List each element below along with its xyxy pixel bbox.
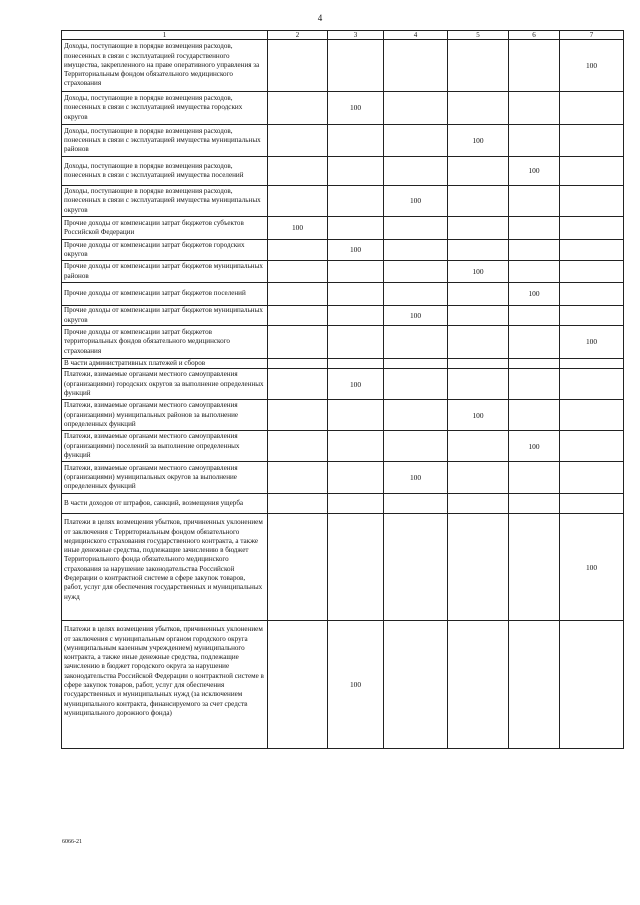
table-row — [62, 621, 624, 749]
empty-cell — [268, 359, 328, 369]
empty-cell — [268, 261, 328, 283]
empty-cell — [268, 157, 328, 186]
empty-cell — [448, 514, 509, 621]
empty-cell — [509, 369, 560, 400]
row-label: Доходы, поступающие в порядке возмещения расходов, понесенных в связи с эксплуатацией государственного имущества, закрепленного на праве оперативного управления за Территориальным фондом обязательного медицинского страхования — [62, 40, 268, 92]
row-value: 100 — [328, 369, 384, 400]
empty-cell — [509, 240, 560, 261]
empty-cell — [268, 494, 328, 514]
row-label: В части доходов от штрафов, санкций, возмещения ущерба — [62, 494, 268, 514]
revenue-distribution-table — [61, 30, 624, 749]
row-label: Прочие доходы от компенсации затрат бюджетов субъектов Российской Федерации — [62, 217, 268, 240]
table-row — [62, 217, 624, 240]
table-row — [62, 125, 624, 157]
row-value: 100 — [560, 40, 624, 92]
table-row — [62, 514, 624, 621]
empty-cell — [448, 359, 509, 369]
empty-cell — [268, 369, 328, 400]
empty-cell — [560, 462, 624, 494]
section-row — [62, 494, 624, 514]
empty-cell — [560, 186, 624, 217]
empty-cell — [448, 186, 509, 217]
empty-cell — [268, 306, 328, 326]
empty-cell — [384, 359, 448, 369]
empty-cell — [560, 306, 624, 326]
column-header: 2 — [268, 31, 328, 40]
column-header: 4 — [384, 31, 448, 40]
empty-cell — [448, 283, 509, 306]
row-value: 100 — [328, 240, 384, 261]
empty-cell — [560, 157, 624, 186]
empty-cell — [509, 359, 560, 369]
column-header: 5 — [448, 31, 509, 40]
empty-cell — [268, 283, 328, 306]
empty-cell — [560, 621, 624, 749]
empty-cell — [509, 462, 560, 494]
empty-cell — [268, 514, 328, 621]
empty-cell — [560, 431, 624, 462]
empty-cell — [509, 261, 560, 283]
empty-cell — [509, 40, 560, 92]
empty-cell — [328, 326, 384, 359]
table-row — [62, 240, 624, 261]
section-row — [62, 359, 624, 369]
empty-cell — [448, 240, 509, 261]
empty-cell — [448, 431, 509, 462]
empty-cell — [384, 369, 448, 400]
row-label: Доходы, поступающие в порядке возмещения расходов, понесенных в связи с эксплуатацией имущества муниципальных районов — [62, 125, 268, 157]
empty-cell — [448, 621, 509, 749]
empty-cell — [268, 240, 328, 261]
empty-cell — [509, 217, 560, 240]
empty-cell — [268, 462, 328, 494]
empty-cell — [448, 494, 509, 514]
column-number-header — [62, 31, 624, 40]
empty-cell — [509, 326, 560, 359]
empty-cell — [384, 621, 448, 749]
empty-cell — [384, 400, 448, 431]
table-row — [62, 400, 624, 431]
row-value: 100 — [509, 283, 560, 306]
empty-cell — [448, 92, 509, 125]
row-label: Платежи в целях возмещения убытков, причиненных уклонением от заключения с муниципальным органом городского округа (муниципальным казенным учреждением) муниципального контракта, а также иные денежные средства, подлежащие зачислению в бюджет городского округа за нарушение законодательства Российской Федерации о контрактной системе в сфере закупок товаров, работ, услуг для обеспечения государственных и муниципальных нужд (за исключением муниципального контракта, финансируемого за счет средств муниципального дорожного фонда) — [62, 621, 268, 749]
empty-cell — [384, 514, 448, 621]
row-label: Прочие доходы от компенсации затрат бюджетов территориальных фондов обязательного медицинского страхования — [62, 326, 268, 359]
table-row — [62, 369, 624, 400]
empty-cell — [268, 186, 328, 217]
empty-cell — [509, 125, 560, 157]
row-value: 100 — [560, 326, 624, 359]
empty-cell — [560, 125, 624, 157]
empty-cell — [560, 400, 624, 431]
empty-cell — [328, 462, 384, 494]
empty-cell — [448, 306, 509, 326]
empty-cell — [384, 261, 448, 283]
row-label: Доходы, поступающие в порядке возмещения расходов, понесенных в связи с эксплуатацией имущества муниципальных округов — [62, 186, 268, 217]
table-row — [62, 92, 624, 125]
table-row — [62, 431, 624, 462]
empty-cell — [509, 92, 560, 125]
document-code: 6066-21 — [62, 839, 82, 845]
empty-cell — [268, 92, 328, 125]
empty-cell — [384, 240, 448, 261]
empty-cell — [268, 431, 328, 462]
empty-cell — [384, 157, 448, 186]
row-label: Платежи в целях возмещения убытков, причиненных уклонением от заключения с Территориальным фондом обязательного медицинского страхования государственного контракта, а также иные денежные средства, подлежащие зачислению в бюджет Территориального фонда обязательного медицинского страхования за нарушение законодательства Российской Федерации о контрактной системе в сфере закупок товаров, работ, услуг для обеспечения государственных и муниципальных нужд — [62, 514, 268, 621]
empty-cell — [384, 92, 448, 125]
row-value: 100 — [328, 92, 384, 125]
empty-cell — [384, 431, 448, 462]
row-value: 100 — [328, 621, 384, 749]
empty-cell — [509, 400, 560, 431]
empty-cell — [328, 261, 384, 283]
empty-cell — [328, 306, 384, 326]
empty-cell — [328, 283, 384, 306]
empty-cell — [560, 240, 624, 261]
empty-cell — [328, 514, 384, 621]
row-value: 100 — [448, 125, 509, 157]
row-label: Платежи, взимаемые органами местного самоуправления (организациями) городских округов за выполнение определенных функций — [62, 369, 268, 400]
row-label: Прочие доходы от компенсации затрат бюджетов городских округов — [62, 240, 268, 261]
table-row — [62, 186, 624, 217]
table-row — [62, 462, 624, 494]
row-label: Прочие доходы от компенсации затрат бюджетов поселений — [62, 283, 268, 306]
table-row — [62, 283, 624, 306]
row-value: 100 — [384, 306, 448, 326]
table-row — [62, 261, 624, 283]
empty-cell — [328, 40, 384, 92]
empty-cell — [560, 92, 624, 125]
row-label: В части административных платежей и сборов — [62, 359, 268, 369]
empty-cell — [448, 369, 509, 400]
empty-cell — [509, 494, 560, 514]
empty-cell — [509, 514, 560, 621]
empty-cell — [509, 186, 560, 217]
empty-cell — [560, 283, 624, 306]
empty-cell — [268, 326, 328, 359]
row-label: Прочие доходы от компенсации затрат бюджетов муниципальных районов — [62, 261, 268, 283]
empty-cell — [268, 400, 328, 431]
empty-cell — [268, 40, 328, 92]
page-number: 4 — [317, 13, 323, 23]
empty-cell — [384, 283, 448, 306]
row-label: Прочие доходы от компенсации затрат бюджетов муниципальных округов — [62, 306, 268, 326]
table-row — [62, 326, 624, 359]
row-value: 100 — [509, 157, 560, 186]
row-label: Платежи, взимаемые органами местного самоуправления (организациями) муниципальных районов за выполнение определенных функций — [62, 400, 268, 431]
column-header: 1 — [62, 31, 268, 40]
column-header: 7 — [560, 31, 624, 40]
empty-cell — [448, 462, 509, 494]
table-row — [62, 40, 624, 92]
empty-cell — [268, 621, 328, 749]
empty-cell — [384, 125, 448, 157]
empty-cell — [328, 431, 384, 462]
row-value: 100 — [448, 261, 509, 283]
table-row — [62, 306, 624, 326]
empty-cell — [384, 326, 448, 359]
empty-cell — [384, 217, 448, 240]
empty-cell — [384, 494, 448, 514]
empty-cell — [328, 494, 384, 514]
empty-cell — [328, 217, 384, 240]
empty-cell — [560, 369, 624, 400]
empty-cell — [384, 40, 448, 92]
table-row — [62, 157, 624, 186]
row-value: 100 — [384, 462, 448, 494]
row-label: Доходы, поступающие в порядке возмещения расходов, понесенных в связи с эксплуатацией имущества поселений — [62, 157, 268, 186]
empty-cell — [448, 326, 509, 359]
empty-cell — [328, 157, 384, 186]
row-value: 100 — [509, 431, 560, 462]
empty-cell — [448, 157, 509, 186]
row-value: 100 — [384, 186, 448, 217]
row-value: 100 — [448, 400, 509, 431]
column-header: 6 — [509, 31, 560, 40]
row-value: 100 — [268, 217, 328, 240]
empty-cell — [560, 359, 624, 369]
empty-cell — [560, 494, 624, 514]
empty-cell — [328, 400, 384, 431]
empty-cell — [328, 186, 384, 217]
empty-cell — [268, 125, 328, 157]
row-value: 100 — [560, 514, 624, 621]
empty-cell — [328, 125, 384, 157]
row-label: Платежи, взимаемые органами местного самоуправления (организациями) поселений за выполнение определенных функций — [62, 431, 268, 462]
empty-cell — [328, 359, 384, 369]
row-label: Доходы, поступающие в порядке возмещения расходов, понесенных в связи с эксплуатацией имущества городских округов — [62, 92, 268, 125]
empty-cell — [560, 217, 624, 240]
empty-cell — [509, 306, 560, 326]
empty-cell — [509, 621, 560, 749]
row-label: Платежи, взимаемые органами местного самоуправления (организациями) муниципальных округов за выполнение определенных функций — [62, 462, 268, 494]
column-header: 3 — [328, 31, 384, 40]
empty-cell — [560, 261, 624, 283]
empty-cell — [448, 217, 509, 240]
empty-cell — [448, 40, 509, 92]
